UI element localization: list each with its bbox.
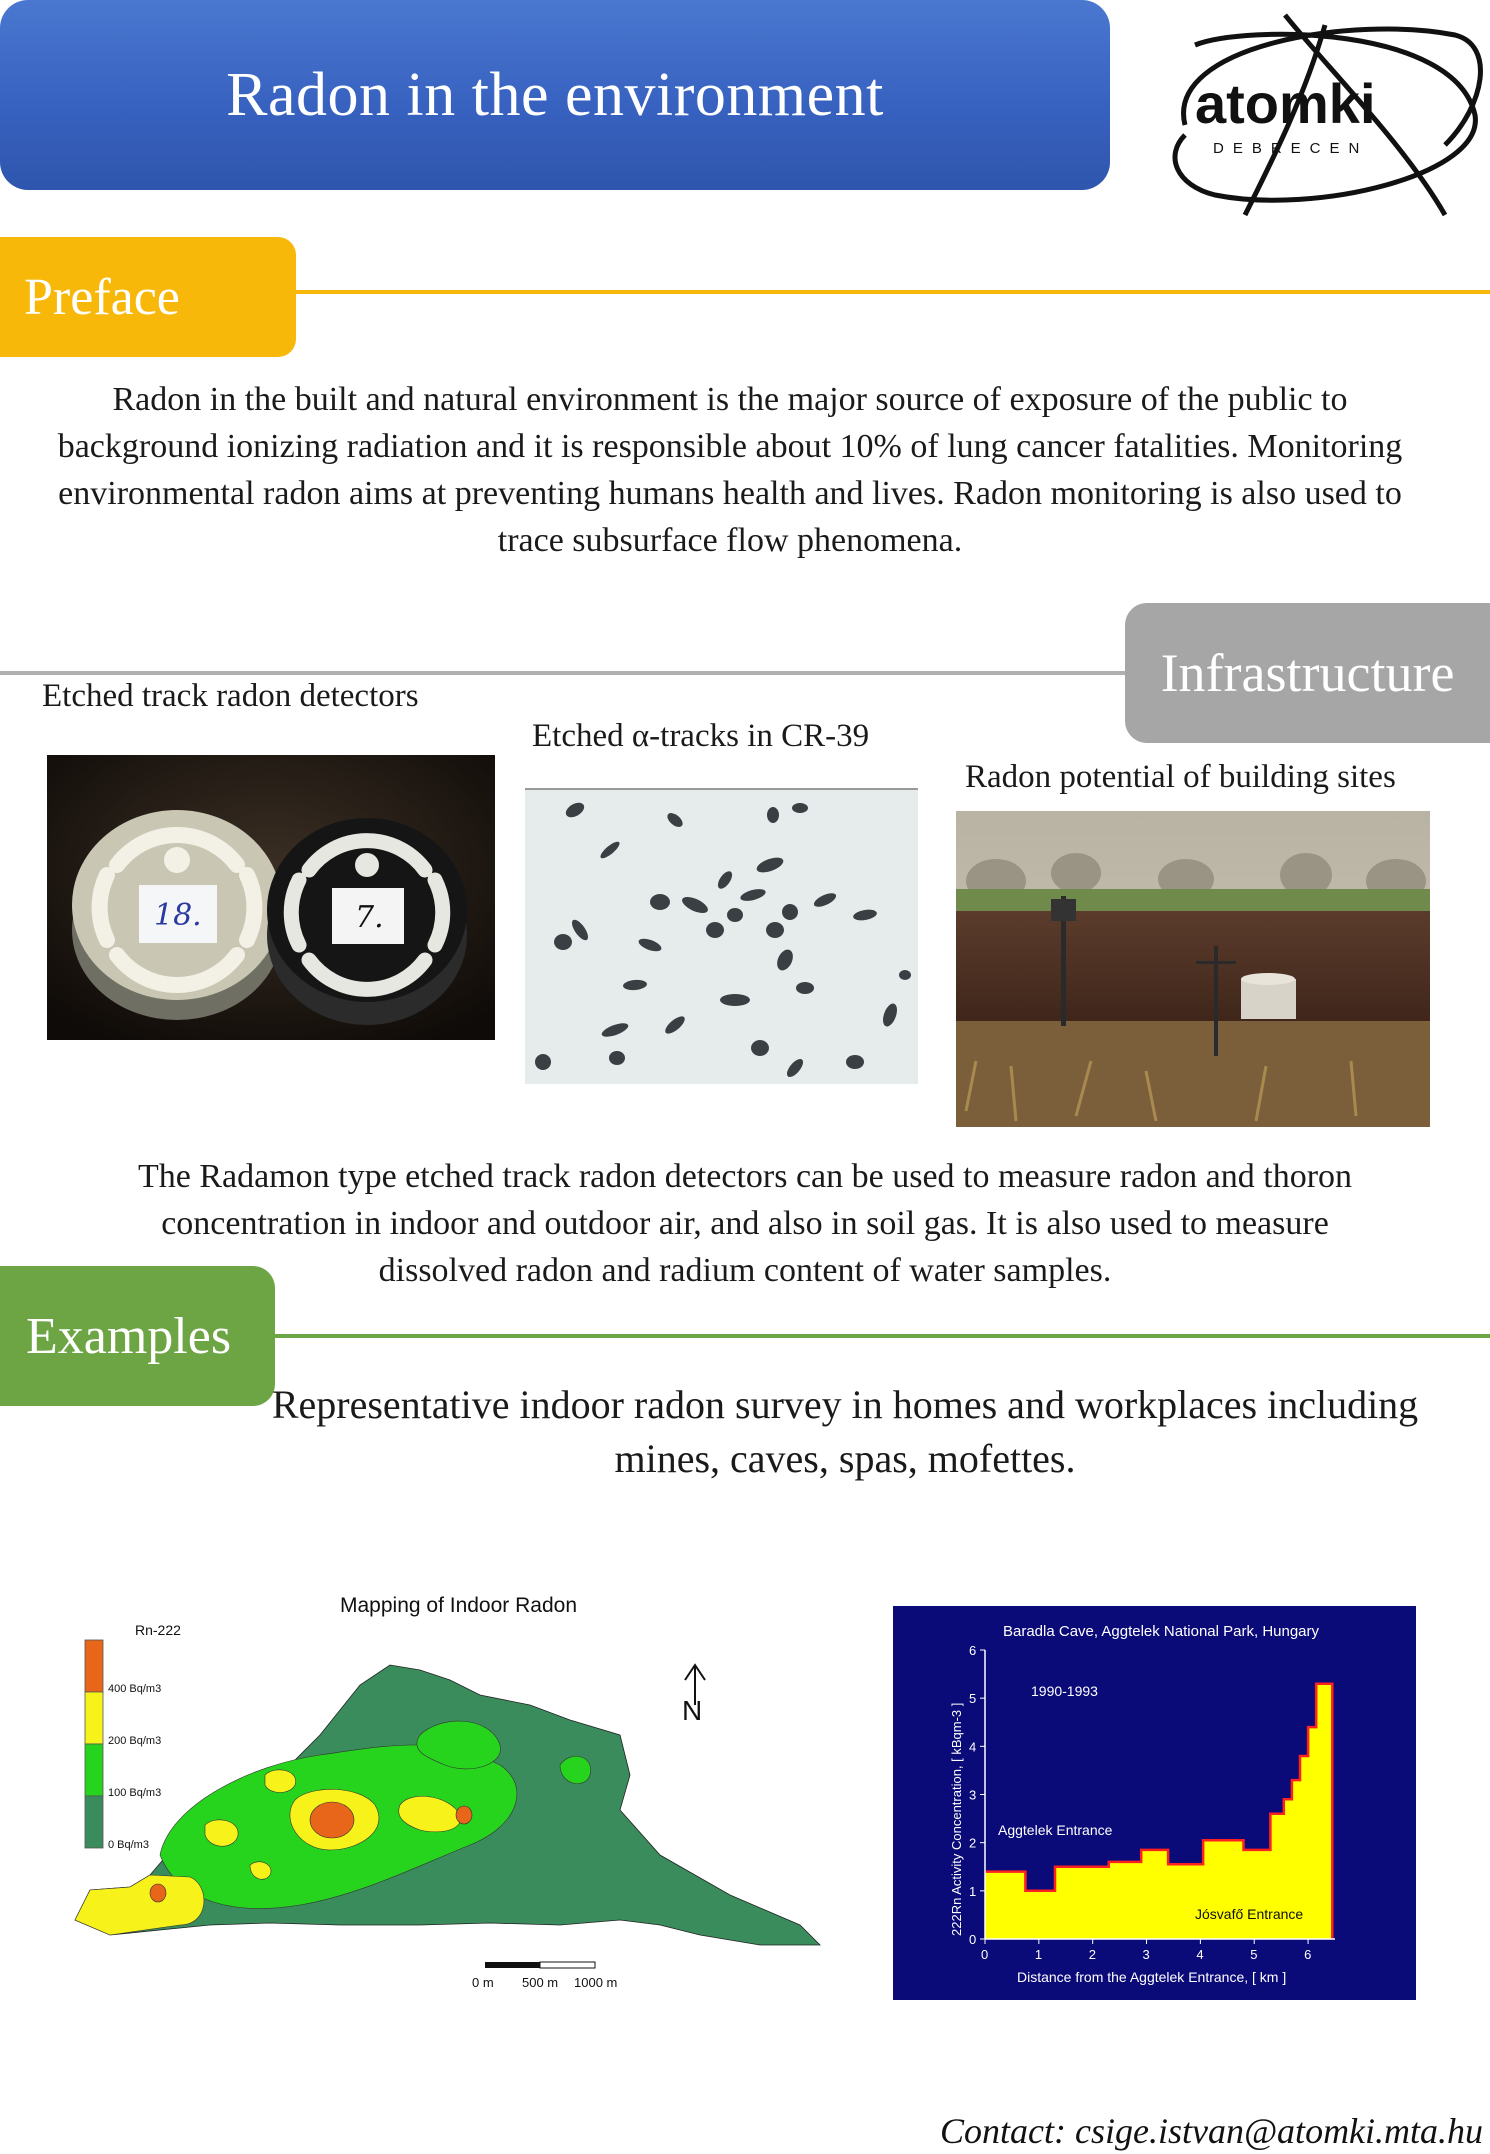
scale-label-500: 500 m xyxy=(522,1975,559,1990)
scale-label-1000: 1000 m xyxy=(574,1975,618,1990)
preface-label: Preface xyxy=(24,268,180,326)
y-tick-label-5: 5 xyxy=(969,1691,977,1707)
scale-bar xyxy=(485,1962,540,1968)
y-tick-label-4: 4 xyxy=(969,1739,977,1755)
chart-title: Baradla Cave, Aggtelek National Park, Hungary xyxy=(1003,1623,1320,1640)
chart-annotation-josvafo: Jósvafő Entrance xyxy=(1195,1906,1304,1922)
contact-email[interactable]: Contact: csige.istvan@atomki.mta.hu xyxy=(940,2111,1484,2151)
legend-label-400: 400 Bq/m3 xyxy=(108,1683,162,1695)
legend-label-0: 0 Bq/m3 xyxy=(108,1839,149,1851)
chart-period-label: 1990-1993 xyxy=(1031,1683,1098,1699)
alpha-tracks-micrograph xyxy=(525,788,918,1084)
indoor-radon-map xyxy=(60,1625,830,1995)
logo-text: atomki xyxy=(1195,72,1376,135)
caption-detectors: Etched track radon detectors xyxy=(42,678,419,714)
legend-label-100: 100 Bq/m3 xyxy=(108,1787,162,1799)
building-site-photo xyxy=(956,811,1430,1127)
atomki-logo xyxy=(1155,5,1490,230)
x-tick-label-5: 5 xyxy=(1250,1947,1258,1962)
legend-label-200: 200 Bq/m3 xyxy=(108,1735,162,1747)
x-tick-label-2: 2 xyxy=(1088,1947,1096,1962)
infrastructure-label: Infrastructure xyxy=(1160,643,1455,703)
scale-label-0: 0 m xyxy=(472,1975,494,1990)
map-title: Mapping of Indoor Radon xyxy=(340,1594,577,1617)
examples-divider xyxy=(275,1334,1490,1338)
x-tick-label-1: 1 xyxy=(1034,1947,1043,1962)
examples-label: Examples xyxy=(26,1307,232,1365)
caption-tracks: Etched α-tracks in CR-39 xyxy=(532,718,870,754)
y-tick-label-2: 2 xyxy=(969,1835,977,1851)
radamon-text: The Radamon type etched track radon detectors can be used to measure radon and thoron concentration in indoor and outdoor air, and also in soil gas. It is also used to measure dissolved radon and radium content of water samples. xyxy=(137,1158,1353,1289)
caption-sites: Radon potential of building sites xyxy=(965,759,1396,795)
y-tick-label-3: 3 xyxy=(969,1787,977,1803)
logo-subtext: DEBRECEN xyxy=(1213,140,1369,157)
x-tick-label-0: 0 xyxy=(981,1947,989,1962)
detector-label-1: 18. xyxy=(154,898,202,933)
x-tick-label-4: 4 xyxy=(1196,1947,1204,1962)
preface-text: Radon in the built and natural environment is the major source of exposure of the public to background ionizing radiation and it is responsible about 10% of lung cancer fatalities. Monitoring environmental radon aims at preventing humans health and lives. Radon monitoring is also used to trace subsurface flow phenomena. xyxy=(57,381,1403,559)
x-tick-label-3: 3 xyxy=(1142,1947,1150,1962)
examples-tab xyxy=(0,1266,275,1406)
legend-swatch-200 xyxy=(85,1692,103,1744)
preface-divider xyxy=(296,290,1490,294)
detectors-photo xyxy=(47,755,495,1040)
y-tick-label-0: 0 xyxy=(969,1932,977,1947)
chart-annotation-aggtelek: Aggtelek Entrance xyxy=(998,1822,1113,1838)
map-legend-title: Rn-222 xyxy=(135,1625,181,1638)
infrastructure-tab xyxy=(1125,603,1490,743)
chart-x-label: Distance from the Aggtelek Entrance, [ km ] xyxy=(1017,1969,1287,1985)
preface-tab xyxy=(0,237,296,357)
north-label: N xyxy=(682,1695,703,1726)
legend-swatch-100 xyxy=(85,1744,103,1796)
y-tick-label-6: 6 xyxy=(969,1643,977,1658)
y-tick-label-1: 1 xyxy=(969,1883,977,1899)
detector-label-2: 7. xyxy=(355,900,384,935)
chart-y-label: 222Rn Activity Concentration, [ kBqm-3 ] xyxy=(949,1702,964,1936)
baradla-cave-chart xyxy=(893,1606,1416,2000)
x-tick-label-6: 6 xyxy=(1304,1947,1312,1962)
page-title: Radon in the environment xyxy=(226,60,884,129)
examples-text: Representative indoor radon survey in homes and workplaces including mines, caves, spas, mofettes. xyxy=(271,1382,1419,1481)
infrastructure-divider xyxy=(0,671,1125,675)
title-banner xyxy=(0,0,1110,190)
legend-swatch-400 xyxy=(85,1640,103,1692)
legend-swatch-0 xyxy=(85,1796,103,1848)
